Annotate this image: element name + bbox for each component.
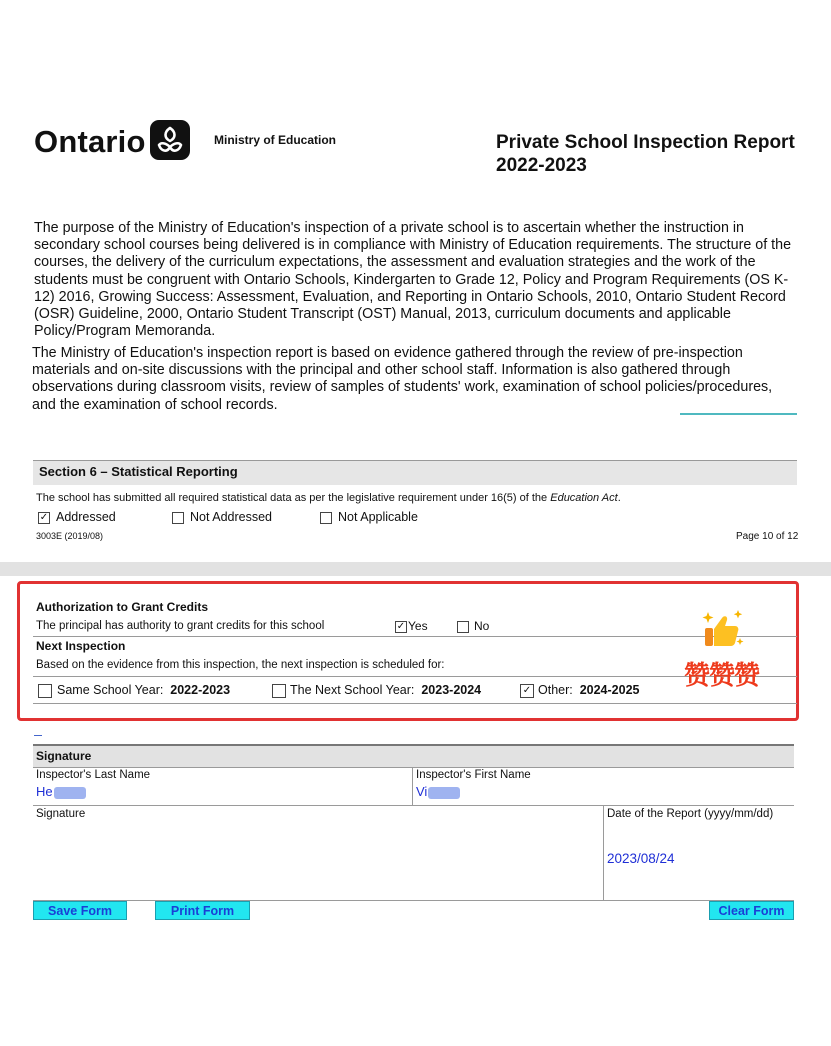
redaction-blur bbox=[428, 787, 460, 799]
next-inspection-statement: Based on the evidence from this inspection, the next inspection is scheduled for: bbox=[36, 659, 445, 671]
row-divider bbox=[33, 703, 797, 704]
row-divider bbox=[33, 636, 797, 637]
collapse-marker-icon bbox=[34, 731, 42, 736]
signature-section-title: Signature bbox=[36, 749, 92, 763]
signature-label: Signature bbox=[36, 808, 86, 820]
first-name-label: Inspector's First Name bbox=[416, 769, 531, 781]
row-divider bbox=[33, 805, 794, 806]
authority-no-checkbox[interactable] bbox=[457, 621, 469, 633]
signature-header-bar bbox=[33, 744, 794, 768]
intro-paragraph-2: The Ministry of Education's inspection report is based on evidence gathered through the review of pre-inspection materials and on-site discussions with the principal and other school staff. Information is also gathered through observations during classroom visits, review of samples of students' work, examination of school policies/procedures, and the examination of school records. bbox=[32, 345, 773, 413]
save-form-button[interactable]: Save Form bbox=[33, 901, 127, 920]
print-form-button[interactable]: Print Form bbox=[155, 901, 250, 920]
next-school-year-option: The Next School Year: 2023-2024 bbox=[290, 683, 482, 697]
first-name-field[interactable]: Vi bbox=[416, 784, 460, 799]
other-year-checkbox[interactable]: ✓ bbox=[520, 684, 534, 698]
thumbs-up-icon bbox=[700, 608, 746, 659]
other-year-option: Other: 2024-2025 bbox=[538, 683, 640, 697]
intro-paragraph-1: The purpose of the Ministry of Education's inspection of a private school is to ascertain whether the instruction in secondary school courses being delivered is in compliance with Ministry of Education requirements. The structure of the courses, the delivery of the curriculum expectations, the assessment and evaluation strategies and the work of the students must be congruent with Ontario Schools, Kindergarten to Grade 12, Policy and Program Requirements (OS K-12) 2016, Growing Success: Assessment, Evaluation, and Reporting in Ontario Schools, 2010, Ontario Student Record (OSR) Guideline, 2000, Ontario Student Transcript (OST) Manual, 2013, curriculum documents and applicable Policy/Program Memoranda. bbox=[34, 220, 792, 340]
row-divider bbox=[33, 767, 794, 768]
row-divider bbox=[33, 676, 797, 677]
same-school-year-option: Same School Year: 2022-2023 bbox=[57, 683, 231, 697]
column-divider bbox=[412, 767, 413, 805]
report-date-field[interactable]: 2023/08/24 bbox=[607, 851, 675, 866]
report-title-line1: Private School Inspection Report bbox=[496, 132, 795, 153]
signature-field[interactable] bbox=[36, 822, 600, 898]
page-number: Page 10 of 12 bbox=[736, 531, 799, 542]
not-addressed-label: Not Addressed bbox=[190, 510, 272, 524]
row-divider bbox=[33, 900, 794, 901]
not-applicable-label: Not Applicable bbox=[338, 510, 418, 524]
form-code: 3003E (2019/08) bbox=[36, 531, 104, 541]
next-inspection-title: Next Inspection bbox=[36, 639, 126, 653]
clear-form-button[interactable]: Clear Form bbox=[709, 901, 794, 920]
section6-statement: The school has submitted all required statistical data as per the legislative requirement under 16(5) of the Education Act. bbox=[36, 492, 621, 504]
page-break-band bbox=[0, 562, 831, 576]
not-addressed-checkbox[interactable] bbox=[172, 512, 184, 524]
last-name-label: Inspector's Last Name bbox=[36, 769, 151, 781]
redaction-blur bbox=[54, 787, 86, 799]
authority-no-label: No bbox=[474, 619, 490, 633]
report-year: 2022-2023 bbox=[496, 155, 587, 176]
authority-yes-checkbox[interactable]: ✓ bbox=[396, 621, 406, 632]
report-date-label: Date of the Report (yyyy/mm/dd) bbox=[607, 808, 774, 820]
addressed-checkbox[interactable]: ✓ bbox=[39, 512, 49, 523]
last-name-field[interactable]: He bbox=[36, 784, 86, 799]
ontario-wordmark: Ontario bbox=[34, 124, 146, 159]
not-applicable-checkbox[interactable] bbox=[320, 512, 332, 524]
authorization-statement: The principal has authority to grant credits for this school bbox=[36, 620, 325, 632]
addressed-label: Addressed bbox=[56, 510, 116, 524]
same-school-year-checkbox[interactable] bbox=[38, 684, 52, 698]
column-divider bbox=[603, 805, 604, 901]
report-title bbox=[496, 131, 795, 177]
next-school-year-checkbox[interactable] bbox=[272, 684, 286, 698]
authorization-title: Authorization to Grant Credits bbox=[36, 600, 208, 614]
section6-title: Section 6 – Statistical Reporting bbox=[39, 464, 238, 479]
authority-yes-label: Yes bbox=[408, 619, 428, 633]
divider-line bbox=[680, 413, 797, 415]
like-sticker-text: 赞赞赞 bbox=[684, 660, 760, 690]
ministry-name: Ministry of Education bbox=[214, 133, 337, 147]
trillium-logo-icon bbox=[150, 120, 190, 160]
